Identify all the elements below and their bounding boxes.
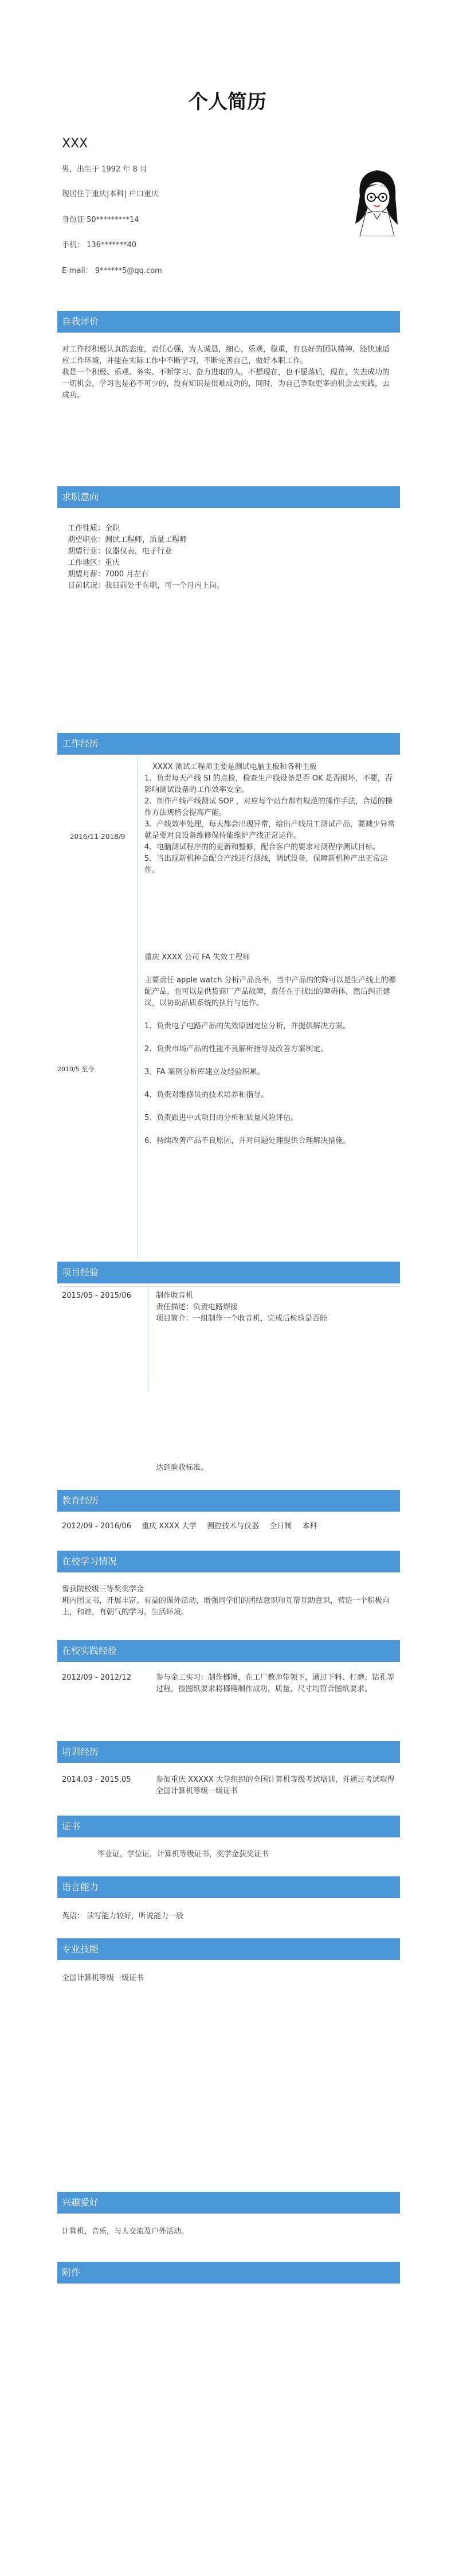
work-date-1: 2016/11-2018/9 — [70, 833, 125, 841]
job-intent-line: 工作地区：重庆 — [68, 559, 120, 567]
self-eval-paragraph-1: 对工作持积极认真的态度，责任心强，为人诚恳，细心，乐观，稳重，有良好的团队精神，能快速适应工作环境，并能在实际工作中不断学习，不断完善自己，做好本职工作。 — [62, 345, 390, 365]
section-header-school-duty: 在校学习情况 — [57, 1551, 400, 1572]
section-header-hobbies: 兴趣爱好 — [57, 2192, 400, 2214]
section-header-education: 教育经历 — [57, 1490, 400, 1512]
divider — [57, 1286, 400, 1287]
work-line: 2、制作产线产线测试 SOP ，对应每个站台都有规范的操作手法，合适的操作方法规格会提高产能。 — [144, 797, 393, 817]
section-header-attachment: 附件 — [57, 2262, 400, 2284]
avatar — [343, 162, 411, 236]
work-line: 5、负责跟进中式项目的分析和质量风险评估。 — [144, 1114, 299, 1122]
section-header-job-intent: 求职意向 — [57, 486, 400, 508]
work-line: 3、产线效率处理，每天都会出现异常，给出产线员工测试产品，要减少异常就是要对良设备维修保持能维护产线正常运作。 — [144, 820, 395, 840]
job-intent-line: 目前状况：我目前处于在职，可一个月内上岗。 — [68, 581, 225, 590]
education-school: 重庆 XXXX 大学 — [142, 1522, 197, 1531]
project-entry — [156, 1290, 397, 1325]
work-title-1: XXXX 测试工程师主要是测试电脑主板和各种主板 — [152, 763, 317, 771]
education-type: 全日制 — [269, 1522, 292, 1531]
education-major: 测控技术与仪器 — [207, 1522, 260, 1531]
job-intent-line: 工作性质：全职 — [68, 524, 120, 533]
work-title-2: 重庆 XXXX 公司 FA 失效工程师 — [144, 953, 250, 962]
phone-info: 手机： 136*******40 — [62, 241, 136, 249]
id-info: 身份证 50*********14 — [62, 216, 139, 224]
project-role: 责任描述：负责电路焊接 — [156, 1303, 238, 1312]
school-duty-paragraph-1: 曾获院校级三等奖奖学金 — [62, 1585, 144, 1594]
avatar-illustration-icon — [343, 162, 411, 236]
basic-info: 男，出生于 1992 年 8 月 — [62, 165, 147, 174]
work-line: 3、FA 案例分析库建立及经验积累。 — [144, 1068, 265, 1076]
job-intent-line: 期望月薪：7000 月左右 — [68, 570, 149, 579]
project-desc: 项目简介：一组制作一个收音机，完成后检验是否能 — [156, 1314, 328, 1323]
work-line: 4、电脑测试程序的的更新和整修，配合客户的要求对测程序测试目标。 — [144, 843, 381, 852]
work-line: 2、负责市场产品的性能不良解析指导及改善方案制定。 — [144, 1045, 328, 1053]
work-entry-1 — [144, 762, 397, 876]
language-text: 英语： 读写能力较好，听说能力一般 — [62, 1912, 184, 1921]
work-date-2: 2010/5 至今 — [57, 1065, 95, 1073]
practice-entry — [156, 1672, 397, 1695]
section-header-self-eval: 自我评价 — [57, 311, 400, 333]
education-date: 2012/09 - 2016/06 — [62, 1522, 131, 1531]
work-line: 4、负责对维修员的技术培养和指导。 — [144, 1091, 269, 1099]
project-date: 2015/05 - 2015/06 — [62, 1291, 131, 1300]
self-eval-paragraph-2: 我是一个积极、乐观、务实、不断学习、奋力进取的人，不想现在，也不愿落后，现在，失去成功的一切机会，学习也是必不可少的，没有知识是很难成功的，同时，为自己争取更多的机会去实践，去成功。 — [62, 368, 390, 400]
section-header-skills: 专业技能 — [57, 1938, 400, 1960]
self-eval-text — [62, 344, 397, 401]
location-info: 现居住于重庆|本科| 户口重庆 — [62, 190, 159, 198]
training-entry — [156, 1774, 397, 1797]
section-header-work: 工作经历 — [57, 733, 400, 755]
person-name: XXX — [62, 136, 88, 151]
job-intent-list — [68, 523, 402, 592]
training-date: 2014.03 - 2015.05 — [62, 1775, 131, 1784]
project-name: 制作收音机 — [156, 1291, 194, 1300]
school-duty-paragraph-2: 班内团支书，开展丰富、有益的课外活动，增强同学们的团结意识和互帮互助意识，营造一个积极向上，和睦，有朝气的学习，生活环境。 — [62, 1597, 390, 1617]
practice-date: 2012/09 - 2012/12 — [62, 1673, 131, 1682]
project-desc-tail: 达到验收标准。 — [156, 1463, 209, 1472]
work-line: 6、持续改善产品不良原因，并对问题处理提供合理解决措施。 — [144, 1137, 351, 1145]
training-line: 参加重庆 XXXXX 大学组织的全国计算机等级考试培训，并通过考试取得全国计算机等级一级证书 — [156, 1775, 395, 1796]
education-row — [62, 1520, 325, 1531]
education-degree: 本科 — [302, 1522, 317, 1531]
job-intent-line: 期望职业：测试工程师，质量工程师 — [68, 536, 187, 544]
section-header-training: 培训经历 — [57, 1741, 400, 1763]
email-info: E-mail： 9******5@qq.com — [62, 267, 162, 275]
work-entry-2 — [144, 952, 397, 1147]
section-header-language: 语言能力 — [57, 1876, 400, 1898]
work-line: 1、负责电子电路产品的失效原因定位分析，并提供解决方案。 — [144, 1022, 351, 1031]
certificate-text: 毕业证，学位证，计算机等级证书，奖学金获奖证书 — [97, 1850, 269, 1859]
section-header-school-practice: 在校实践经验 — [57, 1640, 400, 1662]
page-title: 个人简历 — [189, 91, 266, 114]
work-line: 1、负责每天产线 SI 的点检，检查生产线设备是否 OK 是否损坏，不要，否影响测试设备的工作效率安全。 — [144, 774, 393, 794]
practice-line: 参与金工实习：制作榔锤，在工厂教师带领下，通过下料、打磨、钻孔等过程，按图纸要求将榔锤制作成功，质量，尺寸均符合图纸要求。 — [156, 1673, 395, 1693]
skills-text: 全国计算机等级一级证书 — [62, 1974, 144, 1982]
job-intent-line: 期望行业：仪器仪表，电子行业 — [68, 547, 172, 556]
work-line: 5、当出现新机种会配合产线进行测线，调试设备，保障新机种产出正常运作。 — [144, 854, 388, 875]
work-line: 主要责任 apple watch 分析产品良率，当中产品的的降可以是生产线上的哪配产品，也可以是供货商厂产品故障，责任在于找出的障碍体，然后纠正建议，以协助品质系统的执行与运作。 — [144, 976, 396, 1008]
section-header-project: 项目经验 — [57, 1262, 400, 1283]
section-header-certificate: 证书 — [57, 1816, 400, 1837]
hobbies-text: 计算机，音乐，与人交流及户外活动。 — [62, 2227, 189, 2236]
school-duty-text — [62, 1584, 397, 1618]
